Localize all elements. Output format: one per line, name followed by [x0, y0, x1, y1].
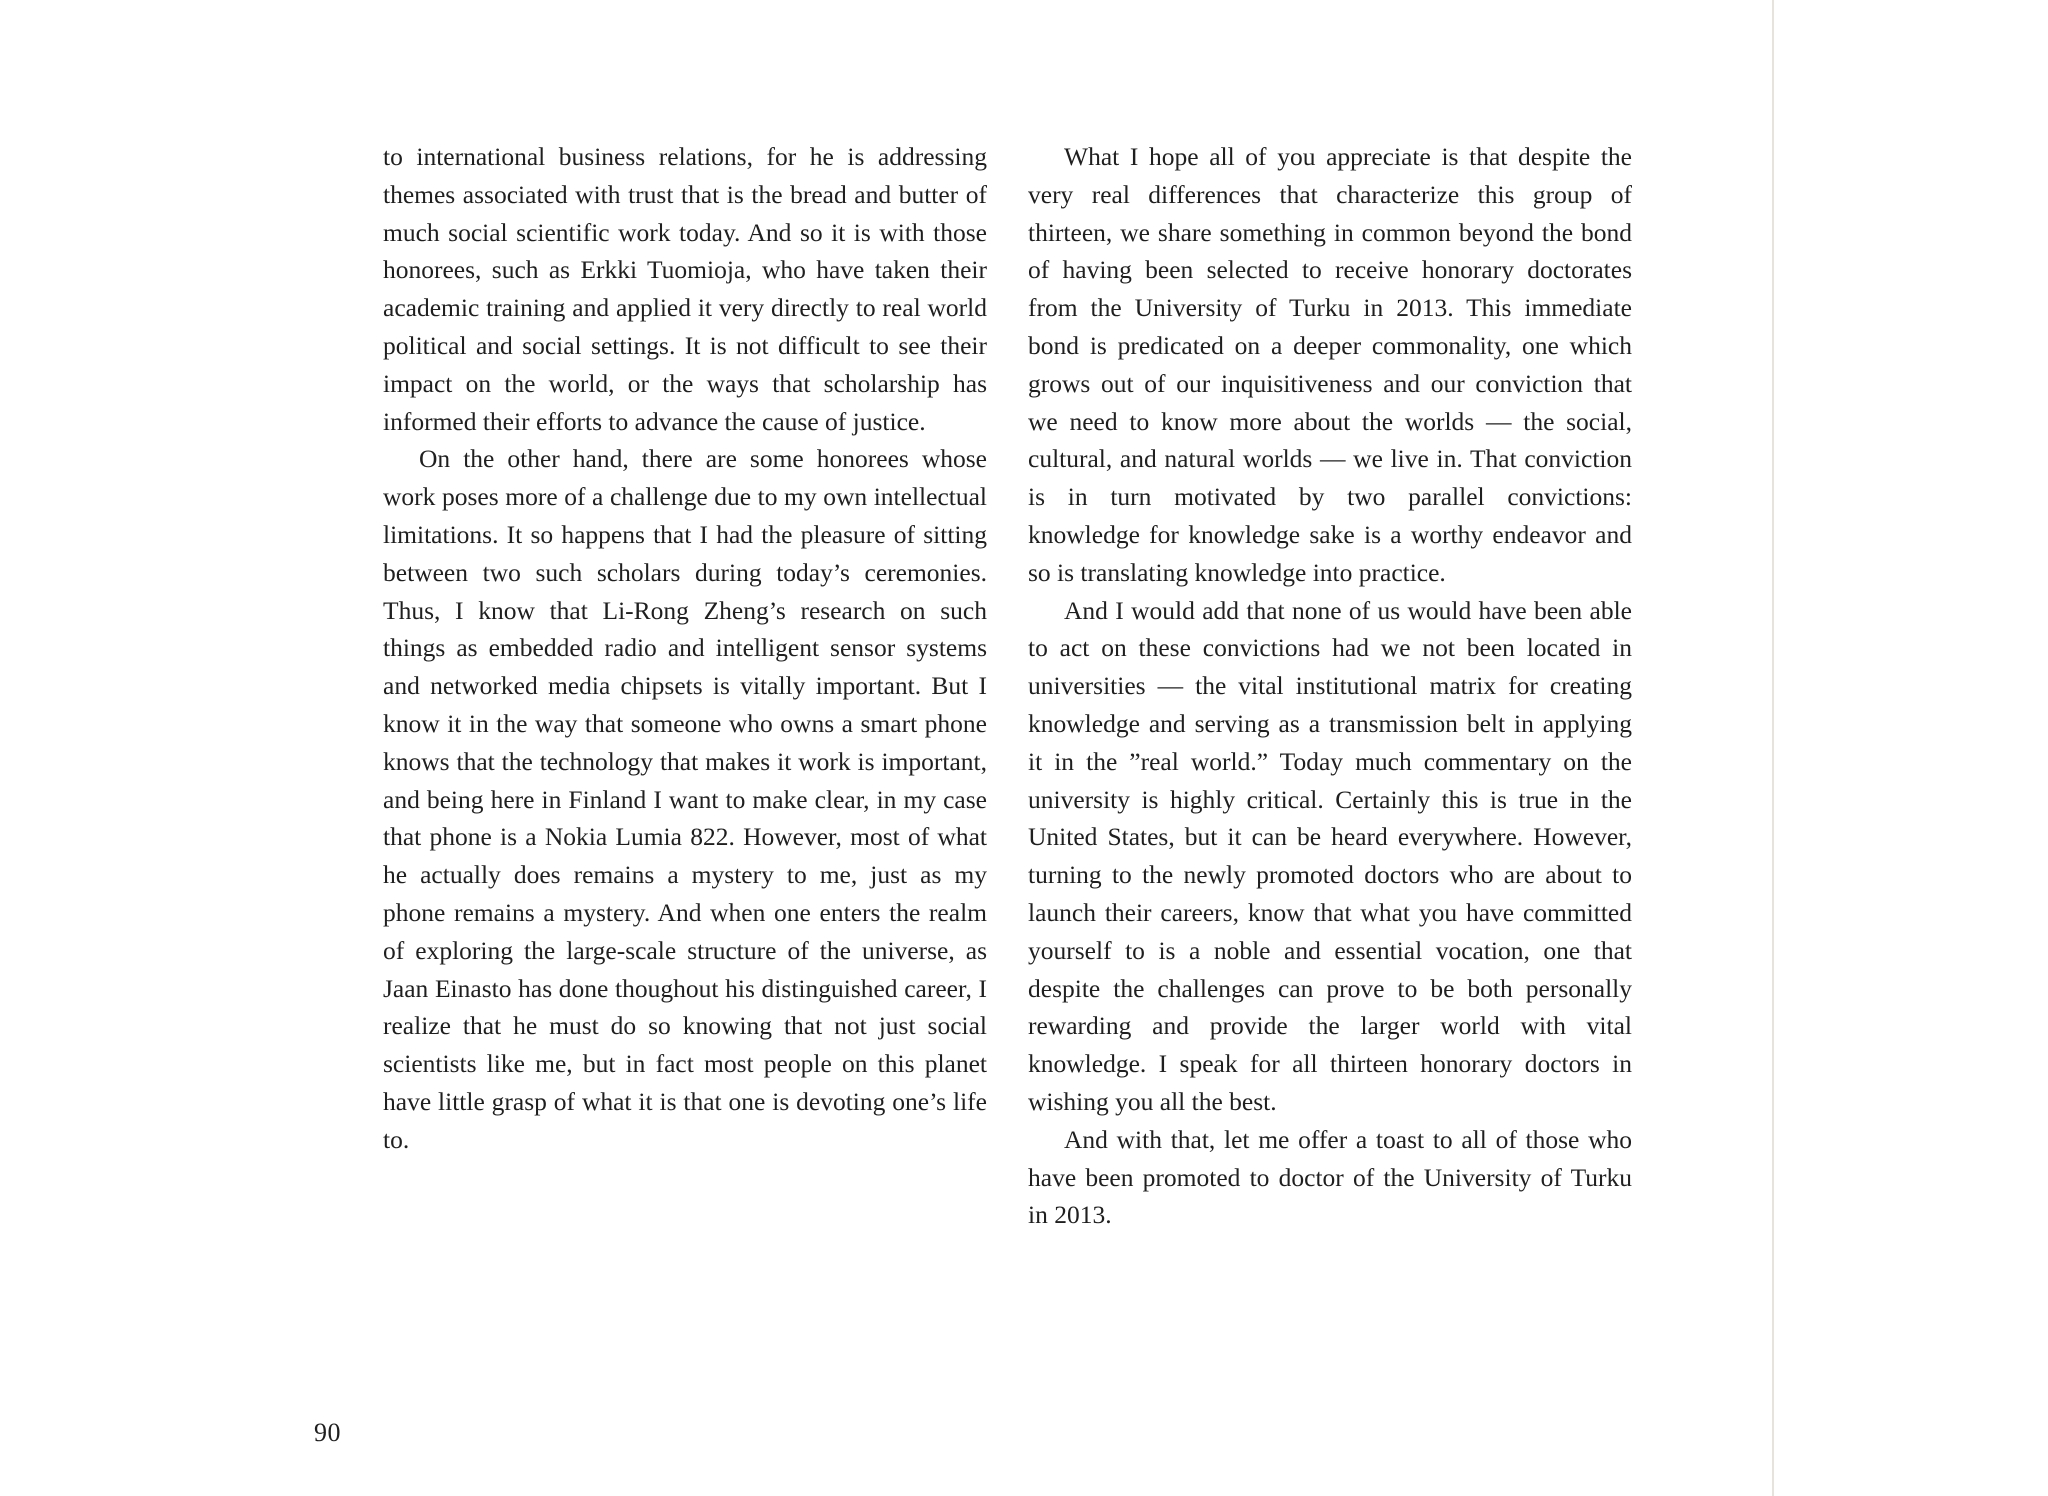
paragraph: And I would add that none of us would have been able to act on these convictions had we not been located in universities — the vital institutional matrix for creating knowledge and serving as a transmission belt in applying it in the ”real world.” Today much commentary on the university is highly critical. Certainly this is true in the United States, but it can be heard everywhere. However, turning to the newly promoted doctors who are about to launch their careers, know that what you have committed yourself to is a noble and essential vocation, one that despite the challenges can prove to be both personally rewarding and provide the larger world with vital knowledge. I speak for all thirteen honorary doctors in wishing you all the best.	[1028, 595, 1632, 1116]
paragraph: On the other hand, there are some honorees whose work poses more of a challenge due to my own intellectual limitations. It so happens that I had the pleasure of sitting between two such scholars during today’s ceremonies. Thus, I know that Li-Rong Zheng’s research on such things as embedded radio and intelligent sensor systems and networked media chipsets is vitally important. But I know it in the way that someone who owns a smart phone knows that the technology that makes it work is important, and being here in Finland I want to make clear, in my case that phone is a Nokia Lumia 822. However, most of what he actually does remains a mystery to me, just as my phone remains a mystery. And when one enters the realm of exploring the large-scale structure of the universe, as Jaan Einasto has done thoughout his distinguished career, I realize that he must do so knowing that not just social scientists like me, but in fact most people on this planet have little grasp of what it is that one is devoting one’s life to.	[383, 444, 987, 1154]
paragraph-continued: to international business relations, for he is addressing themes associated with trust that is the bread and butter of much social scientific work today. And so it is with those honorees, such as Erkki Tuomioja, who have taken their academic training and applied it very directly to real world political and social settings. It is not difficult to see their impact on the world, or the ways that scholarship has informed their efforts to advance the cause of justice.	[383, 142, 987, 436]
page-number: 90	[314, 1418, 341, 1447]
paragraph: What I hope all of you appreciate is that despite the very real differences that characterize this group of thirteen, we share something in common beyond the bond of having been selected to receive honorary doctorates from the University of Turku in 2013. This immediate bond is predicated on a deeper commonality, one which grows out of our inquisitiveness and our conviction that we need to know more about the worlds — the social, cultural, and natural worlds — we live in. That conviction is in turn motivated by two parallel convictions: knowledge for knowledge sake is a worthy endeavor and so is translating knowledge into practice.	[1028, 142, 1632, 587]
paragraph: And with that, let me offer a toast to all of those who have been promoted to doctor of the University of Turku in 2013.	[1028, 1124, 1632, 1230]
facing-page-margin	[1774, 0, 2048, 1496]
left-text-column	[383, 138, 987, 1159]
right-text-column	[1028, 138, 1632, 1234]
